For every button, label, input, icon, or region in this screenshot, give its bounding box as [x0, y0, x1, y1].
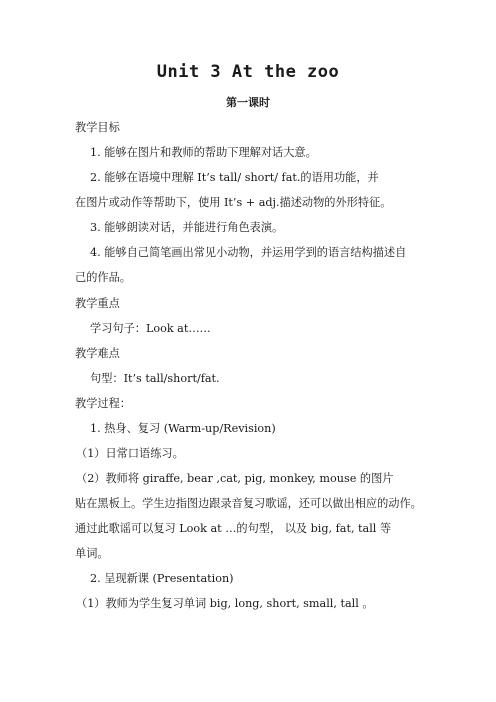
- objective-2-cont: 在图片或动作等帮助下，使用 It’s + adj.描述动物的外形特征。: [75, 196, 392, 209]
- process-step-2: 2. 呈现新课 (Presentation): [90, 572, 234, 585]
- objectives-heading: 教学目标: [75, 121, 120, 134]
- key-points-heading: 教学重点: [75, 297, 120, 310]
- objective-4-cont: 己的作品。: [75, 271, 131, 284]
- objective-2: 2. 能够在语境中理解 It’s tall/ short/ fat.的语用功能，并: [90, 171, 379, 184]
- lesson-subtitle: 第一课时: [226, 96, 270, 109]
- process-step-1: 1. 热身、复习 (Warm-up/Revision): [90, 422, 276, 435]
- objective-4: 4. 能够自己简笔画出常见小动物，并运用学到的语言结构描述自: [90, 246, 407, 259]
- process-step-1b: （2）教师将 giraffe, bear ,cat, pig, monkey, mouse 的图片: [76, 472, 394, 485]
- objective-1: 1. 能够在图片和教师的帮助下理解对话大意。: [90, 146, 317, 159]
- process-step-1b-cont2: 通过此歌谣可以复习 Look at …的句型， 以及 big, fat, tall 等: [75, 522, 392, 535]
- key-points-text: 学习句子：Look at……: [90, 322, 211, 335]
- difficult-points-text: 句型：It’s tall/short/fat.: [90, 372, 220, 385]
- difficult-points-heading: 教学难点: [75, 347, 120, 360]
- page-title: Unit 3 At the zoo: [156, 62, 340, 82]
- process-step-1a: （1）日常口语练习。: [76, 447, 184, 460]
- process-step-1b-cont1: 贴在黑板上。学生边指图边跟录音复习歌谣，还可以做出相应的动作。: [75, 497, 422, 510]
- process-heading: 教学过程：: [75, 397, 131, 410]
- objective-3: 3. 能够朗读对话，并能进行角色表演。: [90, 221, 284, 234]
- process-step-1b-cont3: 单词。: [75, 547, 109, 560]
- process-step-2a: （1）教师为学生复习单词 big, long, short, small, tall 。: [76, 597, 374, 610]
